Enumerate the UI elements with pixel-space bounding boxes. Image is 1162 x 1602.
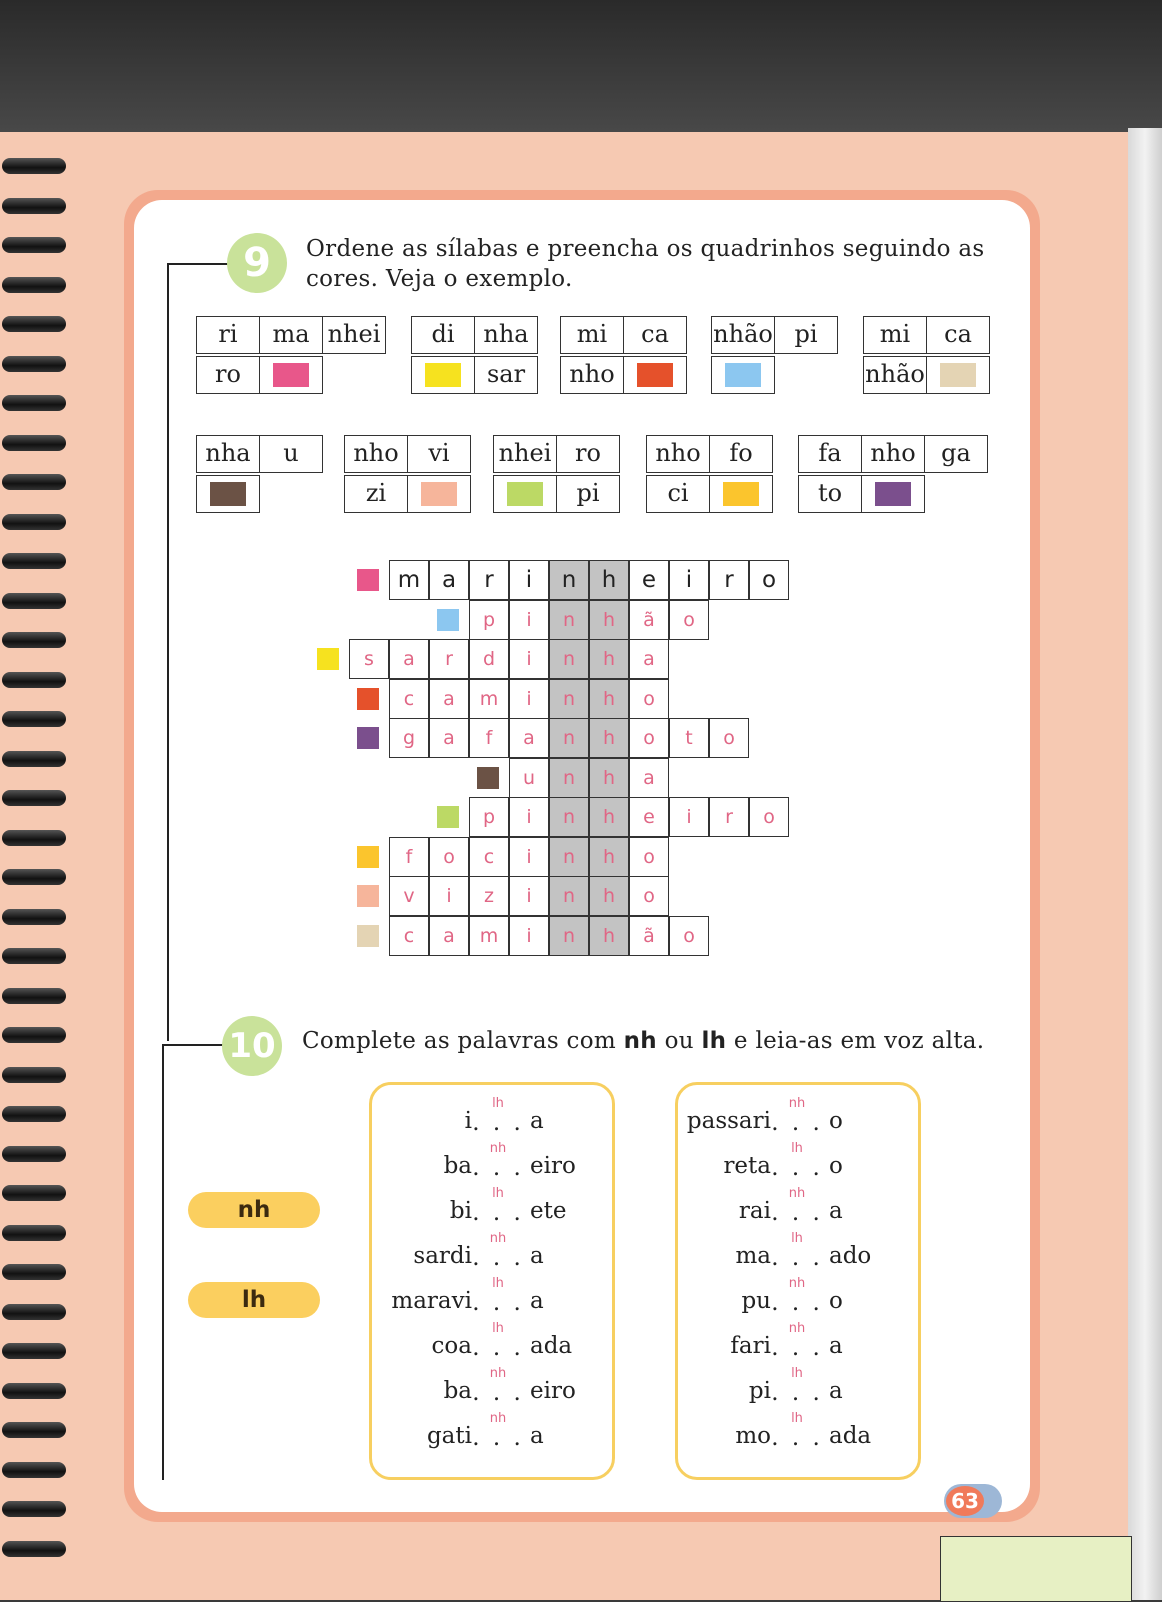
spiral-coil [2, 790, 66, 806]
color-key-cell [196, 475, 260, 513]
color-key-cell [926, 356, 990, 394]
color-swatch [425, 363, 461, 387]
spiral-binding [0, 150, 80, 1600]
grid-letter-cell: n [549, 876, 589, 916]
word-prefix: pi [748, 1378, 771, 1404]
grid-letter-cell: i [509, 876, 549, 916]
grid-letter-cell: m [469, 916, 509, 956]
color-swatch [723, 482, 759, 506]
left-rule [167, 263, 169, 1041]
grid-letter-cell: h [589, 560, 629, 600]
grid-letter-cell: a [429, 679, 469, 719]
syllable-cell: pi [774, 316, 838, 354]
grid-letter-cell: n [549, 639, 589, 679]
answer-hint: lh [492, 1321, 504, 1336]
word-suffix: ada [530, 1333, 573, 1359]
word-prefix: coa [431, 1333, 472, 1359]
word-prefix: gati [426, 1423, 472, 1449]
word-prefix: passari [686, 1108, 771, 1134]
grid-letter-cell: i [509, 916, 549, 956]
syllable-cell: to [798, 475, 862, 513]
spiral-coil [2, 1106, 66, 1122]
answer-hint: nh [788, 1321, 806, 1336]
word-prefix: fari [730, 1333, 771, 1359]
spiral-coil [2, 158, 66, 174]
spiral-coil [2, 1304, 66, 1320]
grid-letter-cell: a [429, 916, 469, 956]
word-suffix: ada [829, 1423, 872, 1449]
word-prefix: sardi [413, 1243, 472, 1269]
grid-letter-cell: a [429, 718, 469, 758]
word-suffix: a [530, 1243, 544, 1269]
row-color-swatch [357, 569, 379, 591]
spiral-coil [2, 237, 66, 253]
syllable-cell: ga [924, 435, 988, 473]
answer-hint: nh [489, 1231, 507, 1246]
exercise-9-badge: 9 [227, 233, 287, 293]
syllable-cell: mi [863, 316, 927, 354]
syllable-cell: di [411, 316, 475, 354]
word-suffix: a [829, 1198, 843, 1224]
syllable-cell: ca [926, 316, 990, 354]
grid-letter-cell: h [589, 600, 629, 640]
grid-letter-cell: v [389, 876, 429, 916]
blank-dots[interactable]: . . . lh [472, 1096, 524, 1136]
grid-letter-cell: i [509, 560, 549, 600]
grid-letter-cell: h [589, 718, 629, 758]
answer-hint: lh [492, 1186, 504, 1201]
answer-hint: lh [791, 1366, 803, 1381]
spiral-coil [2, 988, 66, 1004]
syllable-cell: fa [798, 435, 862, 473]
grid-letter-cell: h [589, 679, 629, 719]
grid-letter-cell: a [629, 639, 669, 679]
color-swatch [875, 482, 911, 506]
grid-letter-cell: t [669, 718, 709, 758]
grid-letter-cell: o [749, 797, 789, 837]
spiral-coil [2, 830, 66, 846]
blank-dots[interactable]: . . . lh [472, 1321, 524, 1361]
grid-letter-cell: h [589, 837, 629, 877]
color-key-cell [493, 475, 557, 513]
exercise-10-badge: 10 [222, 1016, 282, 1076]
exercise-9-instruction-line1: Ordene as sílabas e preencha os quadrinhos seguindo as [306, 236, 985, 262]
blank-dots[interactable]: . . . nh [771, 1096, 823, 1136]
grid-letter-cell: s [349, 639, 389, 679]
spiral-coil [2, 1027, 66, 1043]
grid-letter-cell: r [429, 639, 469, 679]
grid-letter-cell: i [429, 876, 469, 916]
grid-letter-cell: a [629, 758, 669, 798]
answer-hint: lh [791, 1141, 803, 1156]
syllable-cell: ro [556, 435, 620, 473]
color-key-cell [259, 356, 323, 394]
grid-letter-cell: h [589, 916, 629, 956]
word-suffix: a [530, 1108, 544, 1134]
blank-dots[interactable]: . . . nh [771, 1276, 823, 1316]
syllable-cell: mi [560, 316, 624, 354]
grid-letter-cell: f [469, 718, 509, 758]
color-key-cell [411, 356, 475, 394]
spiral-coil [2, 751, 66, 767]
syllable-cell: nho [861, 435, 925, 473]
color-swatch [273, 363, 309, 387]
answer-hint: lh [492, 1096, 504, 1111]
row-color-swatch [357, 846, 379, 868]
grid-letter-cell: o [749, 560, 789, 600]
syllable-cell: nhão [863, 356, 927, 394]
grid-letter-cell: e [629, 560, 669, 600]
instr-text-2: ou [656, 1028, 702, 1054]
spiral-coil [2, 1067, 66, 1083]
instr-lh: lh [701, 1028, 727, 1054]
spiral-coil [2, 435, 66, 451]
blank-dots[interactable]: . . . nh [472, 1411, 524, 1451]
row-color-swatch [357, 925, 379, 947]
background-top [0, 0, 1162, 140]
spiral-coil [2, 1264, 66, 1280]
grid-letter-cell: i [669, 797, 709, 837]
color-swatch [637, 363, 673, 387]
left-rule-10 [162, 1044, 164, 1480]
spiral-coil [2, 869, 66, 885]
grid-letter-cell: r [709, 797, 749, 837]
grid-letter-cell: u [509, 758, 549, 798]
grid-letter-cell: n [549, 679, 589, 719]
word-suffix: o [829, 1288, 843, 1314]
answer-hint: nh [489, 1411, 507, 1426]
exercise-10-instruction [302, 1026, 984, 1056]
grid-letter-cell: i [509, 679, 549, 719]
grid-letter-cell: o [669, 916, 709, 956]
instr-text-1: Complete as palavras com [302, 1028, 624, 1054]
grid-letter-cell: d [469, 639, 509, 679]
spiral-coil [2, 474, 66, 490]
word-suffix: a [829, 1333, 843, 1359]
spiral-coil [2, 1462, 66, 1478]
word-prefix: ba [443, 1153, 472, 1179]
blank-dots[interactable]: . . . lh [771, 1411, 823, 1451]
color-key-cell [407, 475, 471, 513]
spiral-coil [2, 593, 66, 609]
spiral-coil [2, 909, 66, 925]
color-key-cell [623, 356, 687, 394]
spiral-coil [2, 1343, 66, 1359]
word-prefix: i [464, 1108, 472, 1134]
answer-hint: lh [791, 1231, 803, 1246]
spiral-coil [2, 1146, 66, 1162]
spiral-coil [2, 711, 66, 727]
spiral-coil [2, 356, 66, 372]
grid-letter-cell: h [589, 797, 629, 837]
syllable-cell: u [259, 435, 323, 473]
word-suffix: o [829, 1153, 843, 1179]
page-number: 63 [946, 1486, 984, 1516]
corner-strip [940, 1536, 1132, 1602]
spiral-coil [2, 553, 66, 569]
syllable-cell: nhei [493, 435, 557, 473]
grid-letter-cell: i [509, 837, 549, 877]
grid-letter-cell: o [709, 718, 749, 758]
grid-letter-cell: n [549, 600, 589, 640]
blank-dots[interactable]: . . . lh [771, 1141, 823, 1181]
grid-letter-cell: o [629, 876, 669, 916]
instr-text-3: e leia-as em voz alta. [726, 1028, 985, 1054]
grid-letter-cell: a [389, 639, 429, 679]
color-swatch [421, 482, 457, 506]
spiral-coil [2, 1541, 66, 1557]
grid-letter-cell: f [389, 837, 429, 877]
answer-hint: nh [788, 1096, 806, 1111]
grid-letter-cell: a [509, 718, 549, 758]
color-swatch [725, 363, 761, 387]
word-prefix: pu [741, 1288, 771, 1314]
grid-letter-cell: ã [629, 916, 669, 956]
blank-dots[interactable]: . . . nh [472, 1141, 524, 1181]
spiral-coil [2, 316, 66, 332]
answer-hint: nh [788, 1186, 806, 1201]
color-key-cell [711, 356, 775, 394]
syllable-cell: ri [196, 316, 260, 354]
syllable-cell: sar [474, 356, 538, 394]
grid-letter-cell: z [469, 876, 509, 916]
grid-letter-cell: c [469, 837, 509, 877]
grid-letter-cell: h [589, 876, 629, 916]
syllable-cell: ci [646, 475, 710, 513]
syllable-cell: zi [344, 475, 408, 513]
grid-letter-cell: n [549, 718, 589, 758]
spiral-coil [2, 1185, 66, 1201]
exercise-9-instruction-line2: cores. Veja o exemplo. [306, 266, 573, 292]
spiral-coil [2, 632, 66, 648]
word-prefix: reta [723, 1153, 771, 1179]
answer-hint: nh [788, 1276, 806, 1291]
instr-nh: nh [623, 1028, 657, 1054]
word-prefix: rai [738, 1198, 771, 1224]
grid-letter-cell: i [509, 639, 549, 679]
word-suffix: ado [829, 1243, 872, 1269]
spiral-coil [2, 948, 66, 964]
syllable-cell: ro [196, 356, 260, 394]
grid-letter-cell: m [389, 560, 429, 600]
syllable-cell: nhei [322, 316, 386, 354]
spiral-coil [2, 514, 66, 530]
color-swatch [210, 482, 246, 506]
syllable-cell: nha [196, 435, 260, 473]
syllable-cell: fo [709, 435, 773, 473]
grid-letter-cell: m [469, 679, 509, 719]
grid-letter-cell: e [629, 797, 669, 837]
grid-letter-cell: i [509, 600, 549, 640]
grid-letter-cell: i [509, 797, 549, 837]
word-suffix: eiro [530, 1153, 576, 1179]
spiral-coil [2, 198, 66, 214]
word-prefix: maravi [391, 1288, 472, 1314]
answer-hint: nh [489, 1141, 507, 1156]
color-key-cell [709, 475, 773, 513]
grid-letter-cell: o [629, 679, 669, 719]
color-key-cell [861, 475, 925, 513]
rule-tick-9 [167, 263, 229, 265]
grid-letter-cell: g [389, 718, 429, 758]
spiral-coil [2, 1383, 66, 1399]
word-suffix: ete [530, 1198, 567, 1224]
grid-letter-cell: n [549, 797, 589, 837]
blank-dots[interactable]: . . . nh [771, 1321, 823, 1361]
syllable-cell: nhão [711, 316, 775, 354]
word-prefix: ba [443, 1378, 472, 1404]
grid-letter-cell: h [589, 639, 629, 679]
grid-letter-cell: i [669, 560, 709, 600]
blank-dots[interactable]: . . . lh [771, 1231, 823, 1271]
grid-letter-cell: ã [629, 600, 669, 640]
syllable-cell: nho [560, 356, 624, 394]
row-color-swatch [437, 806, 459, 828]
row-color-swatch [477, 767, 499, 789]
word-suffix: a [530, 1423, 544, 1449]
grid-letter-cell: p [469, 797, 509, 837]
spiral-coil [2, 1422, 66, 1438]
grid-letter-cell: c [389, 679, 429, 719]
word-suffix: eiro [530, 1378, 576, 1404]
syllable-cell: nho [344, 435, 408, 473]
grid-letter-cell: o [669, 600, 709, 640]
syllable-cell: nho [646, 435, 710, 473]
pill-lh: lh [188, 1282, 320, 1318]
blank-dots[interactable]: . . . lh [472, 1276, 524, 1316]
syllable-cell: pi [556, 475, 620, 513]
grid-letter-cell: o [629, 718, 669, 758]
spiral-coil [2, 1225, 66, 1241]
spiral-coil [2, 395, 66, 411]
row-color-swatch [437, 609, 459, 631]
spiral-coil [2, 672, 66, 688]
word-suffix: o [829, 1108, 843, 1134]
grid-letter-cell: c [389, 916, 429, 956]
grid-letter-cell: p [469, 600, 509, 640]
answer-hint: lh [492, 1276, 504, 1291]
grid-letter-cell: n [549, 837, 589, 877]
syllable-cell: ca [623, 316, 687, 354]
row-color-swatch [357, 688, 379, 710]
syllable-cell: vi [407, 435, 471, 473]
grid-letter-cell: o [629, 837, 669, 877]
row-color-swatch [317, 648, 339, 670]
page-edge [1128, 128, 1162, 1600]
syllable-cell: ma [259, 316, 323, 354]
grid-letter-cell: r [469, 560, 509, 600]
grid-letter-cell: r [709, 560, 749, 600]
blank-dots[interactable]: . . . nh [771, 1186, 823, 1226]
answer-hint: nh [489, 1366, 507, 1381]
pill-nh: nh [188, 1192, 320, 1228]
grid-letter-cell: n [549, 758, 589, 798]
grid-letter-cell: o [429, 837, 469, 877]
word-prefix: bi [449, 1198, 472, 1224]
grid-letter-cell: n [549, 916, 589, 956]
grid-letter-cell: h [589, 758, 629, 798]
row-color-swatch [357, 727, 379, 749]
blank-dots[interactable]: . . . nh [472, 1366, 524, 1406]
answer-hint: lh [791, 1411, 803, 1426]
word-suffix: a [829, 1378, 843, 1404]
color-swatch [940, 363, 976, 387]
word-prefix: ma [735, 1243, 771, 1269]
color-swatch [507, 482, 543, 506]
grid-letter-cell: a [429, 560, 469, 600]
blank-dots[interactable]: . . . lh [771, 1366, 823, 1406]
blank-dots[interactable]: . . . nh [472, 1231, 524, 1271]
grid-letter-cell: n [549, 560, 589, 600]
blank-dots[interactable]: . . . lh [472, 1186, 524, 1226]
word-suffix: a [530, 1288, 544, 1314]
word-prefix: mo [735, 1423, 771, 1449]
rule-tick-10 [162, 1044, 224, 1046]
spiral-coil [2, 277, 66, 293]
row-color-swatch [357, 885, 379, 907]
spiral-coil [2, 1501, 66, 1517]
syllable-cell: nha [474, 316, 538, 354]
